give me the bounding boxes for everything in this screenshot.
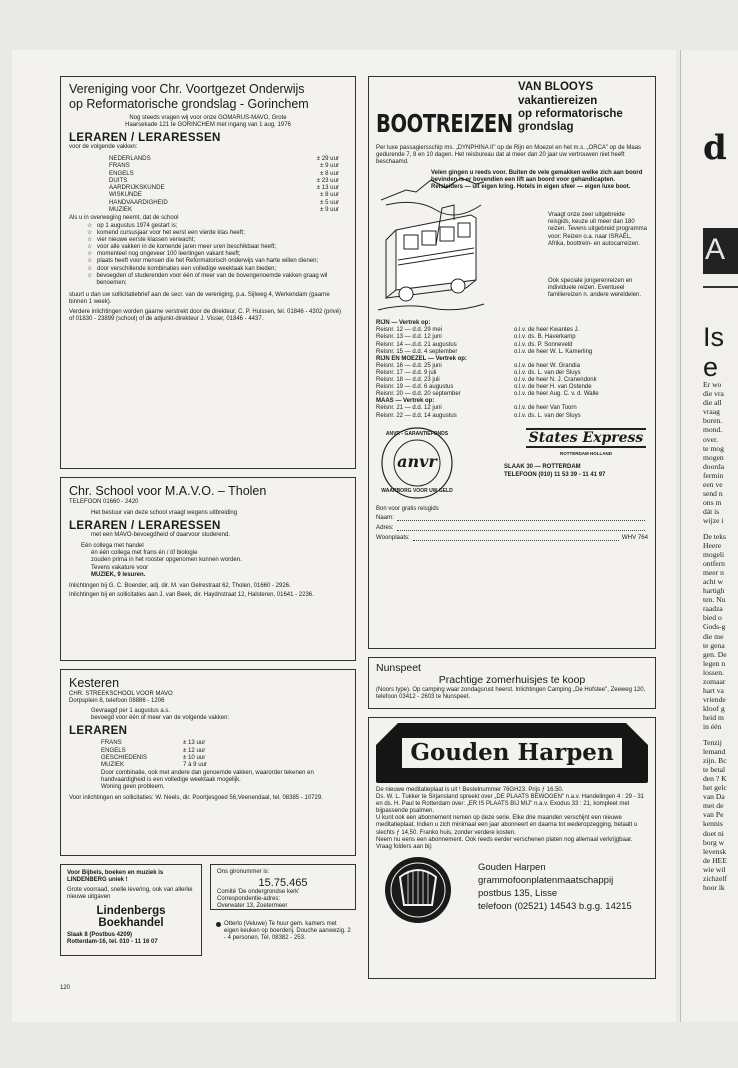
contact-line: Gouden Harpen xyxy=(478,861,546,873)
gouden-harpen-text: U kunt ook een abonnement nemen op deze serie. Elke drie maanden verschijnt een nieuwe meditatieplaat. Indien u zich minimaal een jaar abonneert en daarna tot wederopzegging, betaalt u slechts ƒ 14,50. Franko huis, zonder verdere kosten. xyxy=(376,815,638,836)
contact-line: telefoon (02521) 14543 b.g.g. 14215 xyxy=(478,900,632,912)
right-page-line: die vra xyxy=(703,389,724,399)
right-page-line: Er wo xyxy=(703,380,722,389)
ad-kesteren-line: CHR. STREEKSCHOOL VOOR MAVO xyxy=(69,691,173,697)
right-page-big-letter: d xyxy=(703,128,727,168)
right-page-line: vriende xyxy=(703,695,726,705)
right-page-line: ons m xyxy=(703,498,722,508)
brand-line: op reformatorische xyxy=(518,108,623,120)
trip-date: Reisnr. 20 — d.d. 20 september xyxy=(376,391,461,398)
trip-group-head: RIJN EN MOEZEL — Vertrek op: xyxy=(376,355,467,362)
trip-row xyxy=(376,405,648,412)
point-text: op 1 augustus 1974 gestart is; xyxy=(97,223,178,229)
ad-otterlo-text-row xyxy=(216,921,352,942)
right-page-line: hartigh xyxy=(703,586,725,596)
ad-gorinchem xyxy=(60,76,356,469)
table-row xyxy=(109,155,339,162)
star-icon: ☆ xyxy=(87,237,93,244)
right-page-line: kloof g xyxy=(703,704,725,714)
right-page-line: van Da xyxy=(703,792,725,802)
ad-gorinchem-intro: Nog steeds vragen wij voor onze GOMARUS-MAVO, Grote xyxy=(129,115,287,121)
list-item xyxy=(87,223,347,230)
point-text: door verschillende kombinaties een volledige weektaak kan bieden; xyxy=(97,265,277,272)
subject-name: WISKUNDE xyxy=(109,191,142,199)
ad-kesteren-info: Voor inlichtingen en sollicitaties: W. Neels, dir. Poortjesgoed 56,Veenendaal, tel. 08385 - 10729. xyxy=(69,795,323,802)
trip-row xyxy=(376,370,648,377)
anvr-bottom-text: WAARBORG VOOR UW GELD xyxy=(381,487,453,494)
ad-kesteren-line: Dorpsplein 8, telefoon 08886 - 1206 xyxy=(69,698,165,705)
gouden-harpen-text: Neem nu eens een abonnement. Ook reeds eerder verschenen platen nog allemaal verkrijgbaar. Vraag folders aan bij: xyxy=(376,836,633,850)
right-page-line: borg w xyxy=(703,837,725,847)
subject-hours: ± 13 uur xyxy=(183,739,206,747)
ad-tholen-line: zouden prima in het rooster opgenomen kunnen worden. xyxy=(91,557,242,564)
bootreizen-address: SLAAK 30 — ROTTERDAM xyxy=(504,463,581,470)
ad-otterlo-text: Otterlo (Veluwe) Te huur gem. kamers met eigen keuken op boerderij. Douche aanwezig. 2 - 4 personen. Tel. 08382 - 253. xyxy=(224,921,351,942)
trip-date: Reisnr. 19 — d.d. 6 augustus xyxy=(376,384,454,391)
brand-line: VAN BLOOYS xyxy=(518,81,594,93)
list-item xyxy=(87,230,347,237)
list-item xyxy=(87,273,347,287)
trip-leader: o.l.v. de heer Aug. C. v. d. Walle xyxy=(514,391,599,398)
trip-date: Reisnr. 22 — d.d. 14 augustus xyxy=(376,412,457,419)
brand-line: grondslag xyxy=(518,121,574,133)
right-page-line: gen. De xyxy=(703,649,727,659)
ad-lindenberg-name: Boekhandel xyxy=(98,917,164,930)
subject-name: AARDRIJKSKUNDE xyxy=(109,184,165,192)
right-page-line: in één xyxy=(703,722,722,732)
trip-date: Reisnr. 14 —.d.d. 21 augustus xyxy=(376,341,457,348)
subject-name: ENGELS xyxy=(101,746,126,754)
right-page-paragraph xyxy=(703,380,727,526)
table-row xyxy=(109,191,339,198)
right-page-column xyxy=(703,380,727,892)
right-page-line: lemand xyxy=(703,746,726,756)
ad-tholen-line: MUZIEK, 9 lesuren. xyxy=(91,571,146,578)
ad-gorinchem-heading: LERAREN / LERARESSEN xyxy=(69,132,221,145)
magazine-page xyxy=(12,50,676,1022)
right-page-line: zomaar xyxy=(703,677,726,686)
coupon-address-row xyxy=(376,523,648,533)
subject-hours: ± 23 uur xyxy=(316,176,339,184)
gouden-harpen-text: De nieuwe meditatieplaat is uit ! Bestelnummer 76GH23. Prijs ƒ 16.50. xyxy=(376,787,564,793)
bus-boat-illustration xyxy=(376,170,486,315)
trip-leader: o.l.v. de heer Van Toorn xyxy=(514,405,577,412)
trip-group-head: MAAS — Vertrek op: xyxy=(376,398,435,405)
right-page-box xyxy=(703,228,738,274)
right-page-line: mogeli xyxy=(703,549,725,559)
bootreizen-bold: Velen gingen u reeds voor. Buiten de vele gemakken welke zich aan boord bevinden is er bovendien een lift aan boord voor gehandicapten. Reisleiders — uit eigen kring. Hotels in eigen sfeer — eigen luxe boot. xyxy=(431,170,643,191)
subject-name: MUZIEK xyxy=(109,205,133,213)
right-page-line: Heere xyxy=(703,540,722,550)
ad-kesteren-line: Door combinatie, ook met andere dan genoemde vakken, waarorder tekenen en handvaardigheid is een volledige weektaak mogelijk. xyxy=(101,770,314,784)
gouden-harpen-banner xyxy=(376,723,648,783)
ad-gorinchem-intro-2: Haarsekade 121 te GORINCHEM met ingang van 1 aug. 1976 xyxy=(125,122,291,129)
anvr-top-text: ANVR - GARANTIEFONDS xyxy=(385,430,449,437)
ad-tholen-title: Chr. School voor M.A.V.O. – Tholen xyxy=(69,484,267,498)
trip-leader: o.l.v. ds. L. van der Sluys xyxy=(514,369,581,376)
right-page-line: lossen. xyxy=(703,667,724,677)
right-page-line: dát is xyxy=(703,507,720,517)
list-item xyxy=(87,244,347,251)
ad-bootreizen xyxy=(368,76,656,649)
table-row xyxy=(109,206,339,213)
coupon-name-label: Naam: xyxy=(376,513,394,521)
right-page-line: den ? K xyxy=(703,773,727,783)
table-row xyxy=(101,761,207,768)
trip-row xyxy=(376,349,648,356)
subject-name: NEDERLANDS xyxy=(109,155,151,163)
trip-row xyxy=(376,363,648,370)
trip-schedule xyxy=(376,320,648,419)
trip-leader: o.l.v. de heer H. van Ostende xyxy=(514,384,592,391)
right-page-line: meer n xyxy=(703,567,724,577)
table-row xyxy=(109,170,339,177)
name-field[interactable] xyxy=(397,520,645,521)
right-page-line: wijze i xyxy=(703,516,724,526)
bullet-icon xyxy=(216,922,221,927)
ad-gorinchem-points-intro: Als u in overweging neemt, dat de school xyxy=(69,214,179,221)
ad-nunspeet-head: Prachtige zomerhuisjes te koop xyxy=(438,674,586,686)
subject-hours: ± 8 uur xyxy=(320,191,339,199)
subject-name: MUZIEK xyxy=(101,760,125,768)
ad-tholen-heading: LERAREN / LERARESSEN xyxy=(69,520,221,533)
trip-row xyxy=(376,391,648,398)
star-icon: ☆ xyxy=(87,244,93,251)
ad-giro-label: Ons gironummer is: xyxy=(217,869,270,875)
point-text: voor alle vakken in de komende jaren meer uren beschikbaar heeft; xyxy=(97,244,277,251)
bootreizen-illustration-area xyxy=(376,170,648,318)
right-page-paragraph xyxy=(703,532,727,732)
point-text: bevoegden of studerenden voor één of meer van de bovengenoemde vakken graag wil benoemen; xyxy=(96,272,328,286)
subject-name: GESCHIEDENIS xyxy=(101,753,148,761)
subject-hours: ± 10 uur xyxy=(183,753,206,761)
table-row xyxy=(101,754,207,761)
right-page-line: ontfern xyxy=(703,558,725,568)
right-page-line: acht w xyxy=(703,576,724,586)
ad-gorinchem-title: Vereniging voor Chr. Voortgezet Onderwijs xyxy=(69,82,305,96)
ad-kesteren-title: Kesteren xyxy=(69,676,120,690)
trip-date: Reisnr. 21 — d.d. 12 juni xyxy=(376,405,442,412)
bootreizen-side: Ook speciale jongerenreizen en individuele reizen. Eventueel familiereizen n. andere wereldelen. xyxy=(548,278,642,299)
brand-line: vakantiereizen xyxy=(518,95,598,107)
subject-hours: ± 9 uur xyxy=(320,162,339,170)
ad-gorinchem-sub: voor de volgende vakken: xyxy=(69,144,138,151)
place-field[interactable] xyxy=(413,540,619,541)
ad-kesteren xyxy=(60,669,356,856)
ad-tholen-line: Eén collega met handel xyxy=(81,543,144,550)
right-page-line: kennis xyxy=(703,819,723,829)
star-icon: ☆ xyxy=(87,223,93,229)
subject-hours: ± 8 uur xyxy=(320,169,339,177)
right-page-line: send n xyxy=(703,489,723,499)
ad-lindenberg xyxy=(60,864,202,956)
trip-row xyxy=(376,413,648,420)
gouden-harpen-text: Ds. W. L. Tukker te Sirjansland spreekt over „DE PLAATS BEWOGEN" n.a.v. Handelingen 4 : 29 - 31 en ds. H. Paul te Rotterdam over: „ER IS PLAATS BIJ MIJ" n.a.v. Exodus 33 : 21, kompleet met bijpassende psalmen. xyxy=(376,794,645,815)
star-icon: ☆ xyxy=(87,251,93,258)
star-icon: ☆ xyxy=(87,258,93,265)
ad-tholen-line: én één collega met frans én / óf biologie xyxy=(91,550,198,557)
ad-nunspeet-text: (Noors type). Op camping waar zondagsrust heerst. Inlichtingen Camping „De Hofstee", Zeeweg 120, telefoon 03412 - 2603 te Nunspeet. xyxy=(376,687,646,701)
ad-nunspeet xyxy=(368,657,656,709)
subject-hours: 7 à 9 uur xyxy=(183,760,208,768)
ad-otterlo xyxy=(212,918,356,945)
coupon xyxy=(376,506,648,543)
right-page-fragment xyxy=(680,50,738,1022)
right-page-line: doorda xyxy=(703,461,725,471)
right-page-line: ten. Nu xyxy=(703,595,726,605)
right-page-line: doet ni xyxy=(703,828,724,838)
coupon-title: Bon voor gratis reisgids xyxy=(376,505,439,512)
coupon-address-label: Adres: xyxy=(376,523,394,531)
subject-hours: ± 12 uur xyxy=(183,746,206,754)
right-page-rule xyxy=(703,286,738,288)
star-icon: ☆ xyxy=(87,265,93,272)
trip-date: Reisnr. 16 — d.d. 25 juni xyxy=(376,362,442,369)
states-express-name: States Express xyxy=(528,429,644,446)
right-page-paragraph xyxy=(703,738,727,893)
trip-date: Reisnr. 18 — d.d. 23 juli xyxy=(376,377,440,384)
right-page-line: zichzelf xyxy=(703,873,728,883)
right-page-line: met de xyxy=(703,801,724,811)
trip-date: Reisnr. 15 — d.d. 4 september xyxy=(376,348,458,355)
trip-row xyxy=(376,342,648,349)
right-page-box-letter: A xyxy=(705,233,726,266)
ad-lindenberg-line: Grote voorraad, snelle levering, ook van allerlei nieuwe uitgaven xyxy=(67,887,193,901)
states-express-sub: ROTTERDAM HOLLAND xyxy=(560,450,612,456)
trip-leader: o.l.v. de heer N. J. Cranendonk xyxy=(514,377,597,384)
corner-cut xyxy=(376,723,398,745)
bootreizen-phone: TELEFOON (010) 11 53 39 - 11 41 97 xyxy=(504,471,606,478)
right-page-line: te mog xyxy=(703,443,724,453)
right-page-line: Tenzij xyxy=(703,737,722,747)
trip-row xyxy=(376,334,648,341)
subject-name: FRANS xyxy=(101,739,122,747)
ad-gorinchem-title-2: op Reformatorische grondslag - Gorinchem xyxy=(69,97,309,111)
trip-row xyxy=(376,327,648,334)
trip-leader: o.l.v. de heer W. Grandia xyxy=(514,362,580,369)
ad-gouden-harpen xyxy=(368,717,656,979)
contact-line: postbus 135, Lisse xyxy=(478,887,558,899)
trip-leader: o.l.v. de heer Kwantes J. xyxy=(514,327,580,334)
right-page-line: van Pe xyxy=(703,810,724,820)
right-page-line: het gelc xyxy=(703,783,727,793)
right-page-line: die all xyxy=(703,398,722,408)
states-express-logo xyxy=(526,428,646,448)
ad-lindenberg-addr: Rotterdam-16, tel. 010 - 11 16 07 xyxy=(67,939,158,946)
coupon-code: WHV 764 xyxy=(621,533,648,541)
table-row xyxy=(109,199,339,206)
right-page-line: wie wil xyxy=(703,864,726,874)
points-list xyxy=(87,223,347,287)
table-row xyxy=(101,747,207,754)
ad-nunspeet-title: Nunspeet xyxy=(376,662,421,674)
subject-table xyxy=(109,155,339,213)
subject-name: ENGELS xyxy=(109,169,134,177)
subject-name: DUITS xyxy=(109,176,128,184)
subject-name: HANDVAARDIGHEID xyxy=(109,198,168,206)
trip-leader: o.l.v. de heer W. L. Kamerling xyxy=(514,348,593,355)
subject-table xyxy=(101,739,207,768)
table-row xyxy=(109,184,339,191)
coupon-name-row xyxy=(376,513,648,523)
list-item xyxy=(87,237,347,244)
right-page-line: legen n xyxy=(703,658,726,668)
right-page-line: Gods-g xyxy=(703,622,726,632)
ad-giro-line: Correspondentie-adres: xyxy=(217,896,281,903)
right-page-line: vraag xyxy=(703,407,720,417)
ad-tholen-line: Tevens vakature voor xyxy=(91,564,149,571)
bootreizen-side: Vraagt onze zeer uitgebreide reisgids, keuze uit meer dan 180 reizen. Tevens uitgebreid programma voor: Reizen o.a. naar ISRAËL, Afrika, boottrein- en autocarreizen. xyxy=(548,212,647,247)
point-text: vier nieuwe eerste klassen verwacht; xyxy=(97,237,196,244)
subject-name: FRANS xyxy=(109,162,130,170)
ad-giro-number: 15.75.465 xyxy=(258,877,308,890)
ad-giro xyxy=(210,864,356,910)
list-item xyxy=(87,258,347,265)
trip-date: Reisnr. 17 — d.d. 9 juli xyxy=(376,369,437,376)
right-page-line: te gena xyxy=(703,640,725,650)
bootreizen-logos xyxy=(376,426,648,504)
right-page-heading: Is e xyxy=(703,322,725,382)
corner-cut xyxy=(626,723,648,745)
bootreizen-intro: Per luxe passagiersschip ms. „DYNPHINA II" op de Rijn en Moezel en het m.s. „ORCA" op de Maas gedurende 7, 8 en 10 dagen. Het reisbureau dat al meer dan 20 jaar uw vertrouwen niet heeft beschaamd. xyxy=(376,145,642,166)
subject-hours: ± 9 uur xyxy=(320,205,339,213)
ad-kesteren-heading: LERAREN xyxy=(69,725,128,738)
ad-lindenberg-addr: Slaak 8 (Postbus 4209) xyxy=(67,932,133,939)
table-row xyxy=(101,739,207,746)
right-page-line: De teks xyxy=(703,531,726,541)
right-page-line: hart va xyxy=(703,686,724,696)
right-page-line: heid m xyxy=(703,713,724,723)
trip-row xyxy=(376,377,648,384)
point-text: plaats heeft voor mensen die het Reformatorisch onderwijs van harte willen dienen; xyxy=(97,258,319,265)
right-page-line: raadza xyxy=(703,604,723,614)
subject-hours: ± 29 uur xyxy=(316,155,339,163)
ad-kesteren-line: Woning geen probleem. xyxy=(101,784,165,791)
ad-tholen xyxy=(60,477,356,661)
page-number: 120 xyxy=(60,985,71,991)
star-icon: ☆ xyxy=(87,272,93,279)
subject-hours: ± 13 uur xyxy=(316,184,339,192)
anvr-mid-text: anvr xyxy=(397,451,437,471)
right-page-line: de HEE xyxy=(703,855,727,865)
coupon-place-label: Woonplaats: xyxy=(376,533,410,541)
ad-tholen-line: Het bestuur van deze school vraagt wegens uitbreiding xyxy=(91,510,238,517)
ad-tholen-phone: TELEFOON 01660 - 2420 xyxy=(69,499,139,505)
right-page-line: over. xyxy=(703,434,718,444)
gouden-harpen-logo-text: Gouden Harpen xyxy=(402,738,621,768)
ad-gorinchem-send: stuurt u dan uw sollicitatiebrief aan de secr. van de vereniging, p.a. Sijlweg 4, Werkendam (gaarne binnen 1 week). xyxy=(69,291,330,305)
table-row xyxy=(109,177,339,184)
ad-tholen-info: Inlichtingen bij G. C. Boender, adj. dir. M. van Gelrestraat 62, Tholen, 01660 - 2926. xyxy=(69,582,291,589)
right-page-line: boren. xyxy=(703,416,723,426)
ad-tholen-line: met een MAVO-bevoegdheid of daarvoor studerend. xyxy=(91,532,230,539)
trip-leader: o.l.v. ds. L. van der Sluys xyxy=(514,412,581,419)
list-item xyxy=(87,251,347,258)
trip-date: Reisnr. 12 — d.d. 29 mei xyxy=(376,327,443,334)
right-page-line: mogen xyxy=(703,452,724,462)
trip-leader: o.l.v. ds. B. Haverkamp xyxy=(514,334,576,341)
coupon-place-row xyxy=(376,533,648,543)
right-page-line: mond. xyxy=(703,425,723,435)
right-page-line: bied o xyxy=(703,613,722,623)
ad-kesteren-line: bevoegd voor één of meer van de volgende vakken: xyxy=(91,715,230,722)
ad-tholen-info: Inlichtingen bij en sollicitaties aan J. van Beek, dir. Haydnstraat 12, Halsteren, 01641 - 2236. xyxy=(69,591,314,598)
harp-logo xyxy=(378,855,458,925)
point-text: komend cursusjaar voor het eerst een vierde klas heeft; xyxy=(97,230,245,237)
ad-gorinchem-info: Verdere inlichtingen worden gaarne verstrekt door de direkteur, C. P. Huissen, tel. 01846 - 4302 (privé) of 01830 - 23899 (school) of de adjunkt-direkteur J. Visser, 01846 - 4437. xyxy=(69,309,342,323)
ad-lindenberg-line: Voor Bijbels, boeken en muziek is LINDENBERG uniek ! xyxy=(67,870,164,884)
trip-row xyxy=(376,384,648,391)
trip-leader: o.l.v. ds. P. Sonneveld xyxy=(514,341,573,348)
right-page-line: te betal xyxy=(703,764,726,774)
trip-date: Reisnr. 13 — d.d. 12 juni xyxy=(376,334,442,341)
list-item xyxy=(87,266,347,273)
right-page-line: die me xyxy=(703,631,724,641)
right-page-line: hoor ik xyxy=(703,883,725,893)
table-row xyxy=(109,162,339,169)
subject-hours: ± 5 uur xyxy=(320,198,339,206)
right-page-line: levensk xyxy=(703,846,727,856)
right-page-line: fermin xyxy=(703,470,724,480)
bootreizen-header xyxy=(376,81,648,143)
ad-giro-line: Comité 'De ondergrondse kerk' xyxy=(217,889,300,896)
point-text: momenteel nog ongeveer 100 leerlingen vakant heeft; xyxy=(97,251,241,258)
gouden-harpen-contact xyxy=(376,855,648,927)
ad-lindenberg-name: Lindenbergs xyxy=(96,905,166,918)
ad-giro-line: Overwater 13, Zoetermeer xyxy=(217,903,288,910)
trip-group-head: RIJN — Vertrek op: xyxy=(376,320,431,327)
bootreizen-big: BOOTREIZEN xyxy=(376,109,513,138)
right-page-line: een ve xyxy=(703,480,723,490)
star-icon: ☆ xyxy=(87,230,93,237)
right-page-line: zijn. Bc xyxy=(703,755,727,765)
ad-kesteren-line: Gevraagd per 1 augustus a.s. xyxy=(91,708,171,715)
contact-line: grammofoonplatenmaatschappij xyxy=(478,874,614,886)
address-field[interactable] xyxy=(397,530,645,531)
